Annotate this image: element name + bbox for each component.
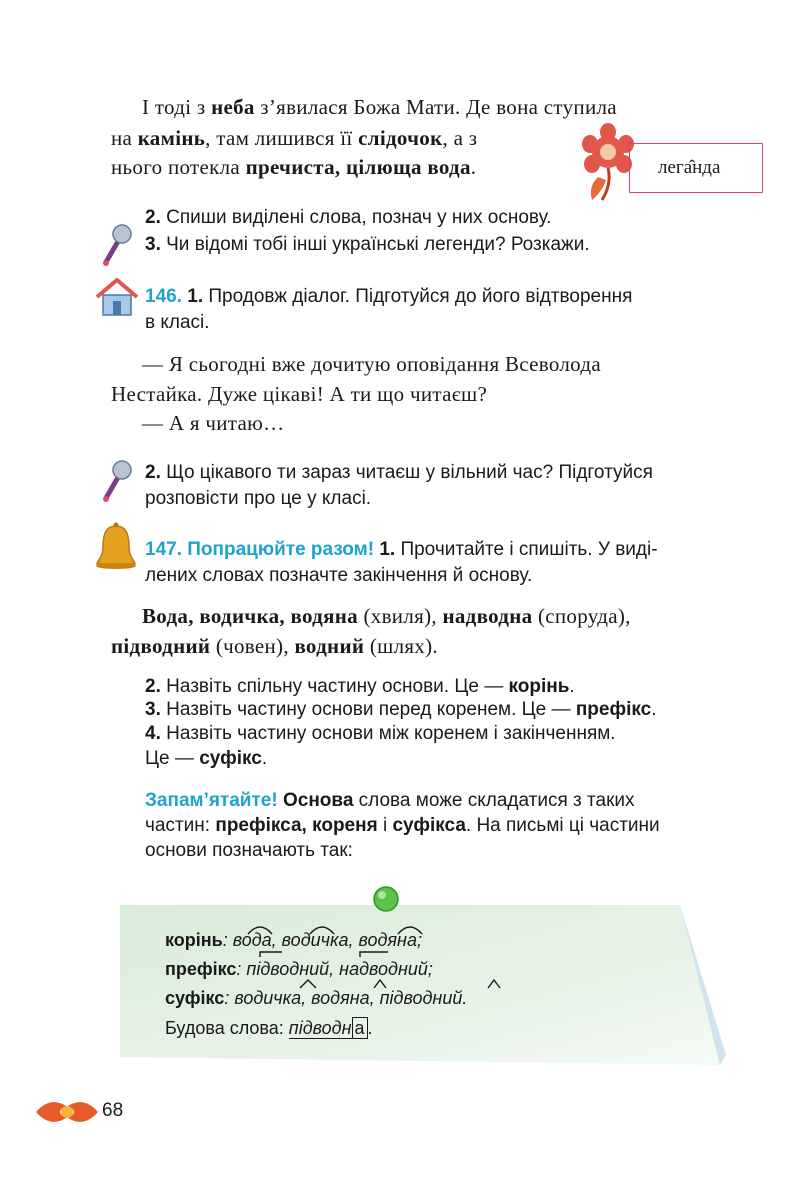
task147-line-1: 147. Попрацюйте разом! 1. Прочитайте і спишіть. У виді- (145, 539, 658, 560)
remember-line-1: Запам’ятайте! Основа слова може складатися з таких (145, 790, 635, 811)
morpheme-marks (240, 918, 510, 1028)
legend-word-box: лега̂нда (629, 143, 763, 193)
task146-line-2: в класі. (145, 312, 210, 333)
example-prefix: префікс: підводний, надводний; (165, 959, 433, 979)
task145-item-3: 3. Чи відомі тобі інші українські легенди? Розкажи. (145, 234, 590, 255)
story-line-2: на камінь, там лишився її слідочок, а з (111, 126, 478, 150)
page-ornament-icon (34, 1092, 100, 1132)
remember-line-2: частин: префікса, кореня і суфікса. На письмі ці частини (145, 815, 660, 836)
task147-item-2: 2. Назвіть спільну частину основи. Це — корінь. (145, 676, 575, 697)
task147-item-4-line-1: 4. Назвіть частину основи між коренем і закінченням. (145, 723, 616, 744)
task145-item-2: 2. Спиши виділені слова, познач у них основу. (145, 207, 552, 228)
task147-item-4-line-2: Це — суфікс. (145, 748, 268, 769)
task146-item-2-line-1: 2. Що цікавого ти зараз читаєш у вільний час? Підготуйся (145, 462, 653, 483)
green-pin-icon (371, 884, 401, 914)
dialog-line-1: — Я сьогодні вже дочитую оповідання Всеволода (142, 352, 601, 376)
task146-line-1: 146. 1. Продовж діалог. Підготуйся до його відтворення (145, 286, 633, 307)
dialog-line-2: Нестайка. Дуже цікаві! А ти що читаєш? (111, 382, 488, 406)
task147-item-3: 3. Назвіть частину основи перед коренем. Це — префікс. (145, 699, 657, 720)
microphone-icon (98, 458, 132, 504)
example-root: корінь: вода, водичка, водяна; (165, 930, 422, 950)
story-line-3: нього потекла пречиста, цілюща вода. (111, 155, 477, 179)
story-line-1: І тоді з неба з’явилася Божа Мати. Де вона ступила (142, 95, 617, 119)
example-structure: Будова слова: підводн а . (165, 1018, 373, 1038)
remember-line-3: основи позначають так: (145, 840, 353, 861)
page-number: 68 (102, 1100, 124, 1121)
task146-item-2-line-2: розповісти про це у класі. (145, 488, 372, 509)
dialog-line-3: — А я читаю… (142, 411, 285, 435)
task147-line-2: лених словах позначте закінчення й основу. (145, 565, 533, 586)
example-suffix: суфікс: водичка, водяна, підводний. (165, 988, 468, 1008)
words-line-2: підводний (човен), водний (шлях). (111, 634, 438, 658)
words-line-1: Вода, водичка, водяна (хвиля), надводна (споруда), (142, 604, 631, 628)
bell-icon (94, 522, 138, 572)
house-icon (94, 277, 140, 317)
microphone-icon (98, 222, 132, 268)
